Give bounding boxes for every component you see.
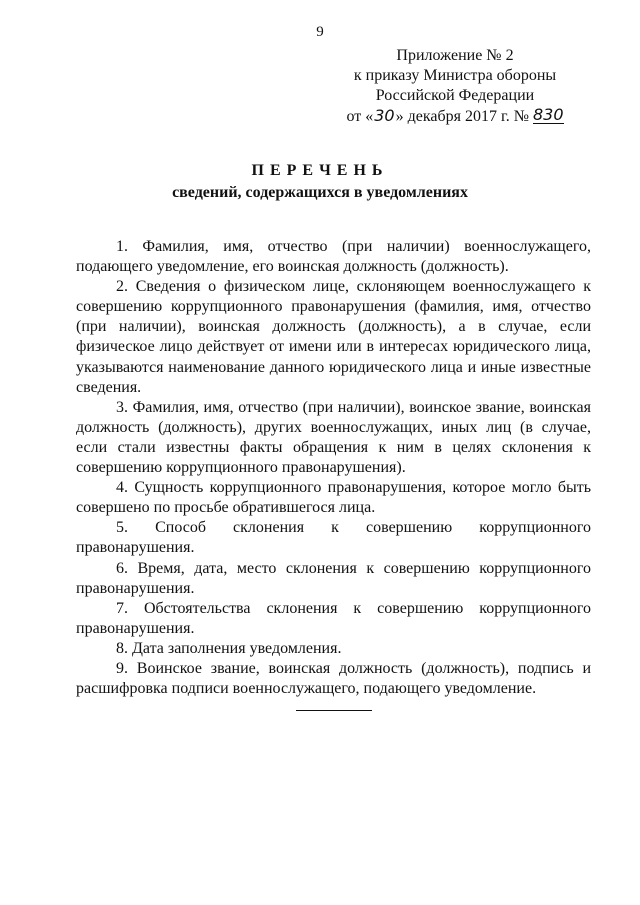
end-divider: [296, 710, 372, 711]
page-number: 9: [316, 24, 324, 40]
appendix-block: [340, 46, 570, 127]
appendix-line-3: Российской Федерации: [375, 87, 535, 104]
list-item-3: 3. Фамилия, имя, отчество (при наличии), воинское звание, воинская должность (должность), других военнослужащих, иных лиц (в случае, если стали известны факты обращения к ним в целях склонения к совершению коррупционного правонарушения).: [76, 398, 591, 477]
list-item-6: 6. Время, дата, место склонения к совершению коррупционного правонарушения.: [76, 559, 591, 597]
handwritten-day: 30: [374, 106, 395, 125]
appendix-line-2: к приказу Министра обороны: [353, 67, 557, 84]
list-item-1: 1. Фамилия, имя, отчество (при наличии) военнослужащего, подающего уведомление, его воинская должность (должность).: [76, 238, 591, 276]
document-subtitle: сведений, содержащихся в уведомлениях: [172, 184, 468, 201]
list-item-9: 9. Воинское звание, воинская должность (должность), подпись и расшифровка подписи военнослужащего, подающего уведомление.: [76, 659, 591, 698]
list-item-2: 2. Сведения о физическом лице, склоняющем военнослужащего к совершению коррупционного правонарушения (фамилия, имя, отчество (при наличии), воинская должность (должность), а в случае, если физическое лицо действует от имени или в интересах юридического лица, указываются наименование данного юридического лица и иные известные сведения.: [76, 278, 591, 396]
appendix-line-1: Приложение № 2: [396, 47, 514, 64]
document-title: ПЕРЕЧЕНЬ: [251, 162, 389, 179]
appendix-date-line: [340, 106, 570, 127]
list-item-4: 4. Сущность коррупционного правонарушения, которое могло быть совершено по просьбе обратившегося лица.: [76, 479, 591, 517]
date-suffix: » декабря 2017 г. №: [395, 108, 529, 125]
list-item-5: 5. Способ склонения к совершению коррупционного правонарушения.: [76, 519, 591, 557]
handwritten-doc-number: 830: [533, 105, 564, 124]
date-prefix: от «: [346, 108, 374, 125]
items-list: [76, 237, 591, 699]
list-item-8: 8. Дата заполнения уведомления.: [116, 639, 342, 657]
list-item-7: 7. Обстоятельства склонения к совершению коррупционного правонарушения.: [76, 599, 591, 637]
